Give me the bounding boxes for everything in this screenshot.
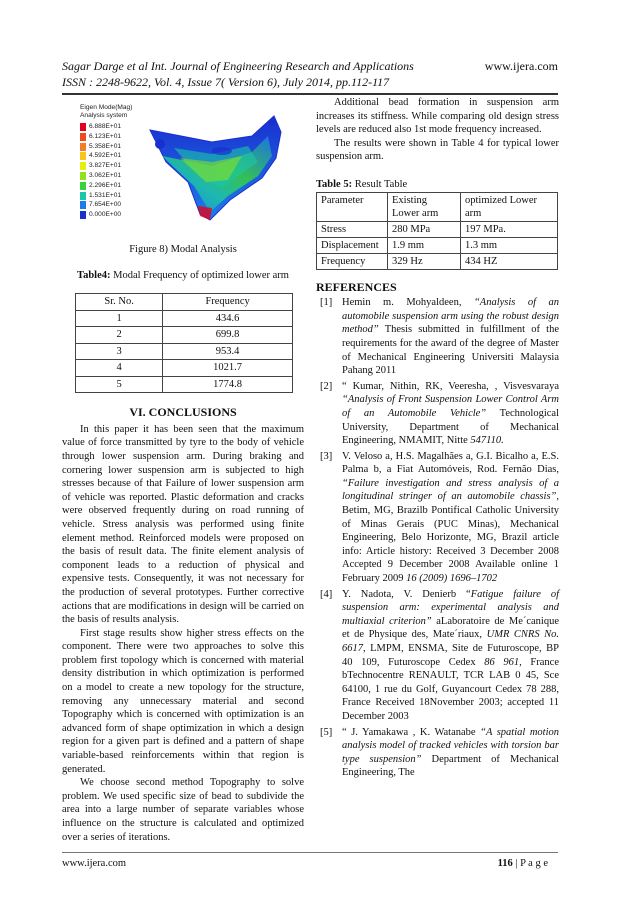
reference-item: [5] “ J. Yamakawa , K. Watanabe “A spatial motion analysis model of tracked vehicles with torsion bar type suspension” Department of Mechanical Engineering, The <box>320 726 559 779</box>
table-row: 3 953.4 <box>76 343 293 360</box>
header-rule <box>62 93 558 95</box>
running-header <box>62 58 558 90</box>
table-row: Displacement 1.9 mm 1.3 mm <box>317 237 558 253</box>
conclusions-paragraph: The results were shown in Table 4 for typical lower suspension arm. <box>316 137 559 163</box>
conclusions-paragraph: Additional bead formation in suspension arm increases its stiffness. While comparing old design stress levels are reduced also 1st mode frequency increased. <box>316 97 559 136</box>
table-header-row: Sr. No. Frequency <box>76 294 293 311</box>
table-row: 1 434.6 <box>76 310 293 327</box>
table-row: Frequency 329 Hz 434 HZ <box>317 253 558 269</box>
issn-line: ISSN : 2248-9622, Vol. 4, Issue 7( Version 6), July 2014, pp.112-117 <box>62 75 390 89</box>
page-footer <box>62 853 558 875</box>
table-row: 2 699.8 <box>76 327 293 344</box>
suspension-arm-fea-image <box>62 96 304 236</box>
table-header-row: Parameter Existing Lower arm optimized Lower arm <box>317 192 558 221</box>
table-row: Stress 280 MPa 197 MPa. <box>317 221 558 237</box>
footer-url[interactable]: www.ijera.com <box>62 858 127 869</box>
reference-item: [2] “ Kumar, Nithin, RK, Veeresha, , Visvesvaraya “Analysis of Front Suspension Lower Control Arm of an Automobile Vehicle” Technological University, Department of Mechanical Engineering, NMAMIT, Nitte 547110. <box>320 380 559 447</box>
table4-caption: Table4: Modal Frequency of optimized lower arm <box>77 269 289 281</box>
legend-title: Eigen Mode(Mag) Analysis system <box>80 104 133 119</box>
conclusions-paragraph: We choose second method Topography to solve problem. We used specific size of bead to subdivide the area into a large number of separate variables whose influence on the structure is calculated and optimized over a series of iterations. <box>62 777 304 843</box>
modal-analysis-figure: Eigen Mode(Mag) Analysis system 6.888E+01 6.123E+01 5.358E+01 4.592E+01 3.827E+01 3.062E+01 2.296E+01 1.531E+01 7.654E+00 0.000E+00 <box>62 96 304 236</box>
table-row: 5 1774.8 <box>76 376 293 393</box>
journal-title: Sagar Darge et al Int. Journal of Engineering Research and Applications <box>62 59 414 73</box>
conclusions-heading: VI. CONCLUSIONS <box>129 405 237 420</box>
references-heading: REFERENCES <box>316 279 397 294</box>
conclusions-paragraph: First stage results show higher stress effects on the component. There were two approaches to solve this problem first topology which is concerned with material density distribution in which optimization is performed on a model to create a new topology for the structure, removing any unnecessary material and second Topography which is concerned with optimization is an advanced form of shape optimization in which a design region for a given part is defined and a pattern of shape variable-based reinforcements within that region is generated. <box>62 627 304 775</box>
reference-item: [1] Hemin m. Mohyaldeen, “Analysis of an automobile suspension arm using the robust design method” Thesis submitted in fulfillment of the requirements for the award of the degree of Master of Mechanical Engineering Universiti Malaysia Pahang 2011 <box>320 297 559 377</box>
right-column <box>316 96 559 780</box>
figure-caption: Figure 8) Modal Analysis <box>129 244 237 255</box>
reference-item: [3] V. Veloso a, H.S. Magalhães a, G.I. Bicalho a, E.S. Palma b, a Fiat Automóveis, Rod. Fernão Dias, “Failure investigation and stress analysis of a longitudinal stringer of an automobile chassis”, Betim, MG, Brazilb Pontifical Catholic University of Minas Gerais (PUC Minas), Mechanical Engineering, Belo Horizonte, MG, Brazil article info: Article history: Received 3 December 2008 Accepted 9 December 2008 Available online 1 February 2009 16 (2009) 1696–1702 <box>320 450 559 585</box>
left-column <box>62 96 304 844</box>
header-url[interactable]: www.ijera.com <box>484 59 558 73</box>
table5-caption: Table 5: Result Table <box>316 178 408 190</box>
result-table <box>316 192 558 270</box>
reference-item: [4] Y. Nadota, V. Denierb “Fatigue failure of suspension arm: experimental analysis and multiaxial criterion” aLaboratoire de Me´canique et de Physique des, Mate´riaux, UMR CNRS No. 6617, LMPM, ENSMA, Site de Futuroscope, BP 40 109, Futuroscope Cedex 86 961, France bTechnocentre RENAULT, TCR LAB 0 45, Sce 64100, 1 rue du Golf, Guyancourt Cedex 78 288, France Received 18November 2003; accepted 11 December 2003 <box>320 588 559 722</box>
page-number: 116 | P a g e <box>497 858 548 869</box>
frequency-table <box>75 293 293 393</box>
table-row: 4 1021.7 <box>76 360 293 377</box>
conclusions-paragraph: In this paper it has been seen that the maximum value of force transmitted by tyre to the body of vehicle through lower suspension arm. During braking and cornering lower suspension arm is subjected to high stresses because of that Failure of lower suspension arm of vehicle was reported. Plastic deformation and cracks were observed frequently during on road running of vehicle. Stress analysis was performed using finite element method. Reinforced models were proposed on the basis of result data. The finite element analysis of component leads to a reduction of physical and expensive tests. Consequently, it was not necessary for the production of several prototypes. Further corrective actions that are modifications in design will be carried on the basis of results analysis. <box>62 423 304 626</box>
